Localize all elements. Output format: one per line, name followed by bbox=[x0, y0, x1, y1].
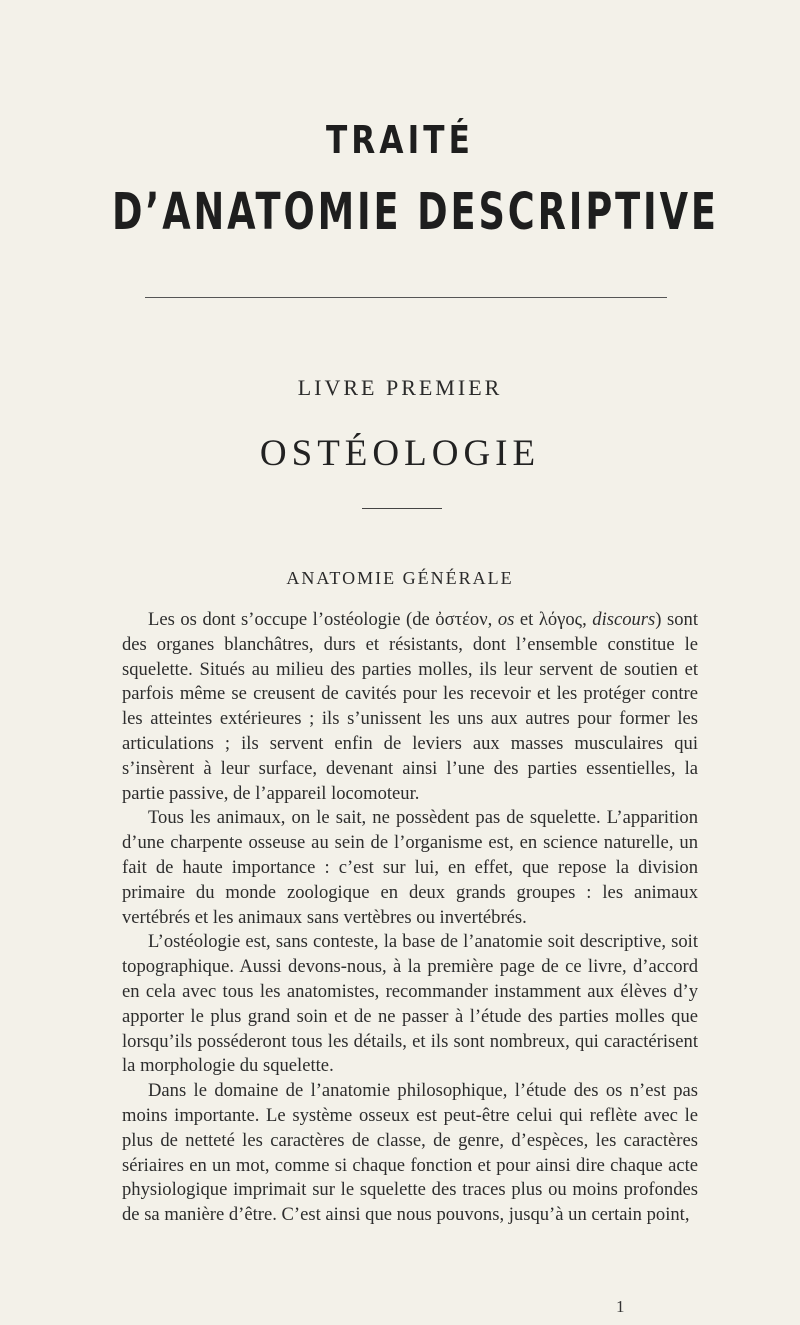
paragraph-1-comma-2: , bbox=[582, 609, 593, 630]
page-number: 1 bbox=[616, 1297, 625, 1316]
paragraph-1-comma-1: , bbox=[487, 609, 498, 630]
greek-word-logos: λόγος bbox=[538, 609, 583, 630]
title-line-2: D’ANATOMIE DESCRIPTIVE bbox=[112, 183, 719, 242]
paragraph-1-end: ) sont des organes blanchâtres, durs et résistants, dont l’ensemble constitue le squelette. Situés au milieu des parties molles, ils leur servent de soutien et parfois même se creusent de cavités pour les recevoir et les protéger contre les atteintes extérieures ; ils s’unissent les uns aux autres pour former les articulations ; ils servent enfin de leviers aux masses musculaires qui s’insèrent à leur surface, devenant ainsi l’une des parties essentielles, la partie passive, de l’appareil locomoteur. bbox=[122, 609, 699, 804]
book-heading: LIVRE PREMIER bbox=[297, 375, 503, 400]
chapter-heading: ANATOMIE GÉNÉRALE bbox=[286, 568, 514, 588]
section-divider bbox=[362, 508, 442, 509]
paragraph-1-mid: et bbox=[514, 609, 539, 630]
greek-word-osteon: ὀστέον bbox=[435, 609, 488, 630]
section-heading: OSTÉOLOGIE bbox=[259, 433, 541, 474]
paragraph-4: Dans le domaine de l’anatomie philosophique, l’étude des os n’est pas moins importante. Le système osseux est peut-être celui qui reflète avec le plus de netteté les caractères de classe, de genre, d’espèces, les caractères sériaires en un mot, comme si chaque fonction et pour ainsi dire chaque acte physiologique imprimait sur le squelette des traces plus ou moins profondes de sa manière d’être. C’est ainsi que nous pouvons, jusqu’à un certain point, bbox=[122, 1080, 698, 1226]
paragraph-1 bbox=[122, 608, 698, 806]
paragraph-2: Tous les animaux, on le sait, ne possèdent pas de squelette. L’apparition d’une charpente osseuse au sein de l’organisme est, en science naturelle, un fait de haute importance : c’est sur lui, en effet, que repose la division primaire du monde zoologique en deux grands groupes : les animaux vertébrés et les animaux sans vertèbres ou invertébrés. bbox=[122, 807, 698, 928]
paragraph-1-start: Les os dont s’occupe l’ostéologie (de bbox=[148, 609, 436, 630]
title-divider bbox=[145, 297, 667, 298]
latin-word-os: os bbox=[497, 609, 515, 630]
body-text bbox=[122, 608, 698, 1228]
paragraph-3: L’ostéologie est, sans conteste, la base de l’anatomie soit descriptive, soit topographique. Aussi devons-nous, à la première page de ce livre, d’accord en cela avec tous les anatomistes, recommander instamment aux élèves d’y apporter le plus grand soin et de ne passer à l’étude des parties molles que lorsqu’ils posséderont tous les détails, et ils sont nombreux, qui caractérisent la morphologie du squelette. bbox=[122, 931, 698, 1077]
word-discours: discours bbox=[592, 609, 656, 630]
title-line-1: TRAITÉ bbox=[325, 118, 475, 162]
